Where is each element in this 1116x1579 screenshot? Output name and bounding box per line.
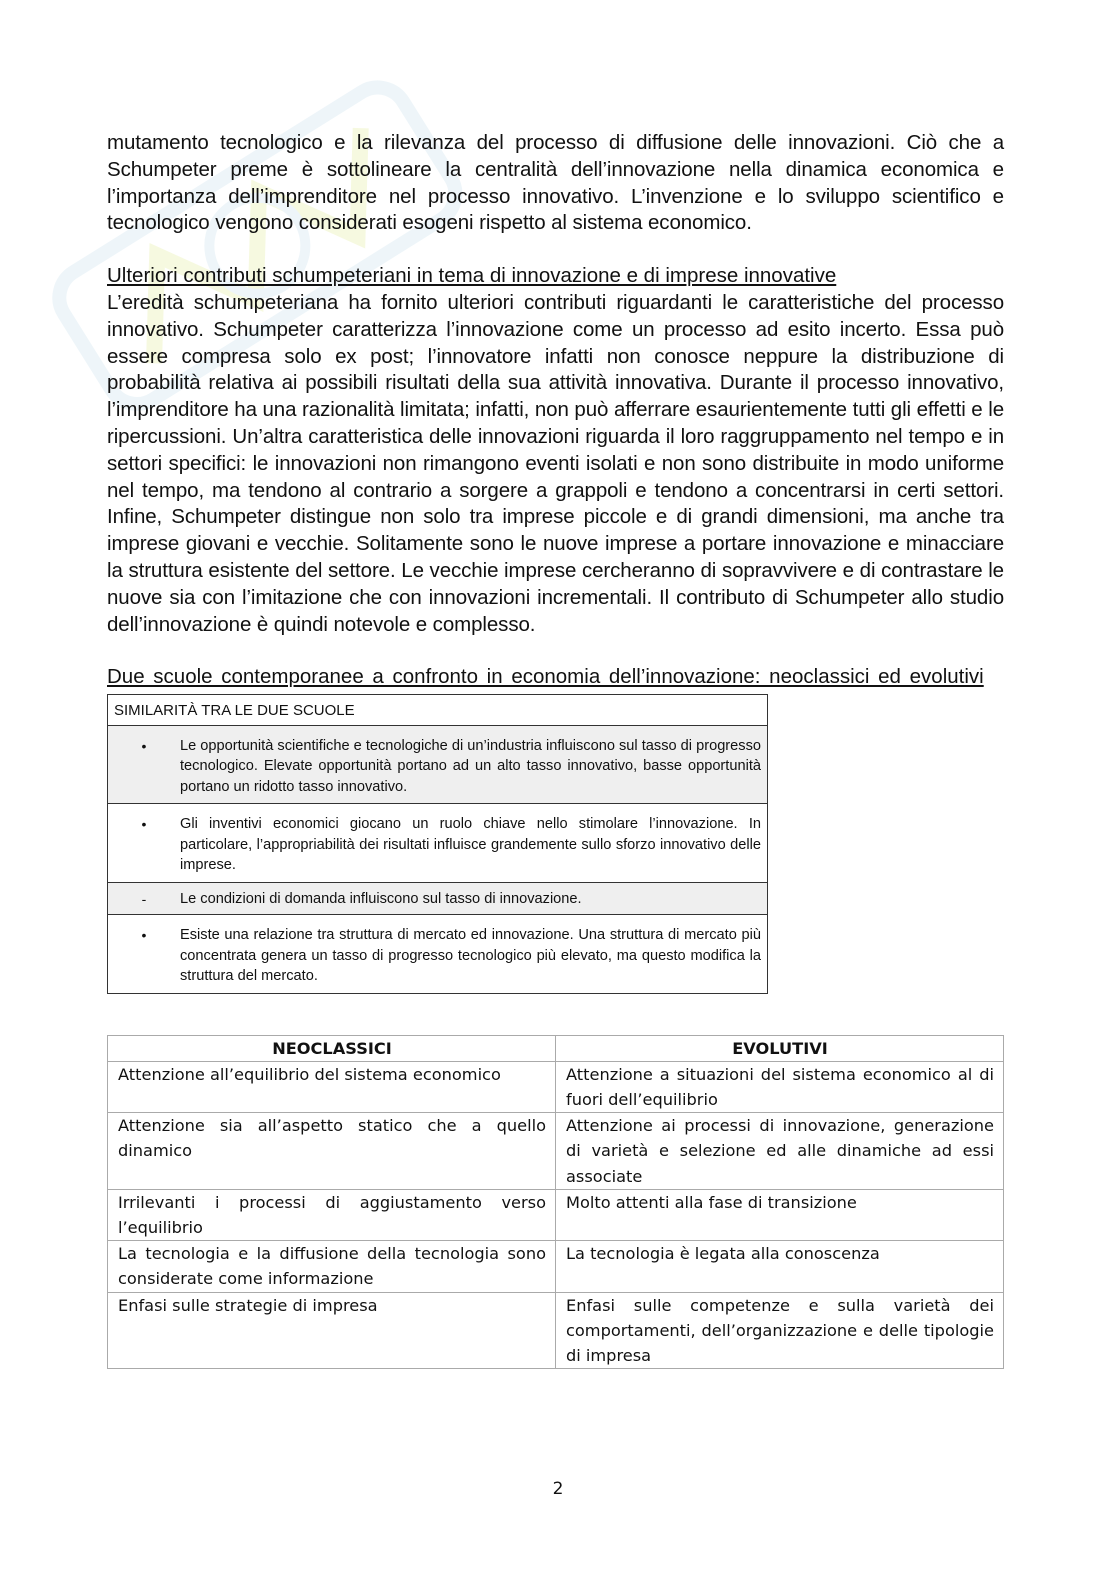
table-row (108, 725, 768, 804)
section-heading-scuole: Due scuole contemporanee a confronto in economia dell’innovazione: neoclassici ed evolutivi (107, 665, 984, 689)
similarity-table (107, 694, 768, 994)
table-cell: Attenzione a situazioni del sistema economico al di fuori dell’equilibrio (556, 1061, 1004, 1112)
similarity-table-title: SIMILARITÀ TRA LE DUE SCUOLE (108, 695, 768, 726)
section-body-schumpeter: L’eredità schumpeteriana ha fornito ulteriori contributi riguardanti le caratteristiche del processo innovativo. Schumpeter caratterizza l’innovazione come un processo ad esito incerto. Essa può essere compresa solo ex post; l’innovatore infatti non conosce neppure la distribuzione di probabilità relativa ai possibili risultati della sua attività innovativa. Durante il processo innovativo, l’imprenditore ha una razionalità limitata; infatti, non può afferrare esaurientemente tutti gli effetti e le ripercussioni. Un’altra caratteristica delle innovazioni riguarda il loro raggruppamento nel tempo e in settori specifici: le innovazioni non rimangono eventi isolati e non sono distribuite in modo uniforme nel tempo, ma tendono al contrario a sorgere a grappoli e tendono a concentrarsi in certi settori. Infine, Schumpeter distingue non solo tra imprese piccole e di grandi dimensioni, ma anche tra imprese giovani e vecchie. Solitamente sono le nuove imprese a portare innovazione e minacciare la struttura esistente del settore. Le vecchie imprese cercheranno di sopravvivere e di contrastare le nuove sia con l’imitazione che con innovazioni incrementali. Il contributo di Schumpeter allo studio dell’innovazione è quindi notevole e complesso. (107, 290, 1004, 636)
page-number: 2 (552, 1479, 564, 1499)
similarity-item: Esiste una relazione tra struttura di mercato ed innovazione. Una struttura di mercato più concentrata genera un tasso di progresso tecnologico più elevato, ma questo modifica la struttura del mercato. (180, 927, 761, 985)
table-row (108, 1061, 1004, 1112)
table-cell: Irrilevanti i processi di aggiustamento verso l’equilibrio (108, 1189, 556, 1240)
table-cell: Molto attenti alla fase di transizione (556, 1189, 1004, 1240)
table-cell: Enfasi sulle competenze e sulla varietà dei comportamenti, dell’organizzazione e delle tipologie di impresa (556, 1292, 1004, 1369)
bullet-marker: • (141, 927, 147, 944)
dash-marker: - (141, 890, 147, 907)
similarity-item: Le condizioni di domanda influiscono sul tasso di innovazione. (180, 890, 582, 907)
table-row (108, 804, 768, 883)
table-row (108, 1292, 1004, 1369)
table-cell: La tecnologia e la diffusione della tecnologia sono considerate come informazione (108, 1241, 556, 1292)
page-content (107, 130, 1004, 1369)
similarity-item: Le opportunità scientifiche e tecnologiche di un’industria influiscono sul tasso di progresso tecnologico. Elevate opportunità portano ad un alto tasso innovativo, basse opportunità portano un ridotto tasso innovativo. (180, 737, 761, 795)
table-cell: Attenzione ai processi di innovazione, generazione di varietà e selezione ed alle dinamiche ad essi associate (556, 1113, 1004, 1190)
table-row (108, 1189, 1004, 1240)
bullet-marker: • (141, 816, 147, 833)
table-header-row (108, 1035, 1004, 1061)
table-row (108, 882, 768, 915)
table-cell: La tecnologia è legata alla conoscenza (556, 1241, 1004, 1292)
table-cell: Attenzione all’equilibrio del sistema economico (108, 1061, 556, 1112)
table-row (108, 1241, 1004, 1292)
intro-paragraph: mutamento tecnologico e la rilevanza del processo di diffusione delle innovazioni. Ciò che a Schumpeter preme è sottolineare la centralità dell’innovazione nella dinamica economica e l’importanza dell’imprenditore nel processo innovativo. L’invenzione e lo sviluppo scientifico e tecnologico vengono considerati esogeni rispetto al sistema economico. (107, 131, 1004, 235)
table-cell: Attenzione sia all’aspetto statico che a quello dinamico (108, 1113, 556, 1190)
table-cell: Enfasi sulle strategie di impresa (108, 1292, 556, 1369)
comparison-table (107, 1035, 1004, 1370)
table-row (108, 915, 768, 994)
section-heading-schumpeter: Ulteriori contributi schumpeteriani in tema di innovazione e di imprese innovative (107, 264, 837, 288)
column-header-neoclassici: NEOCLASSICI (108, 1035, 556, 1061)
table-row (108, 1113, 1004, 1190)
similarity-item: Gli inventivi economici giocano un ruolo chiave nello stimolare l’innovazione. In particolare, l’appropriabilità dei risultati influisce grandemente sullo sforzo innovativo delle imprese. (180, 816, 761, 874)
bullet-marker: • (141, 737, 147, 754)
column-header-evolutivi: EVOLUTIVI (556, 1035, 1004, 1061)
